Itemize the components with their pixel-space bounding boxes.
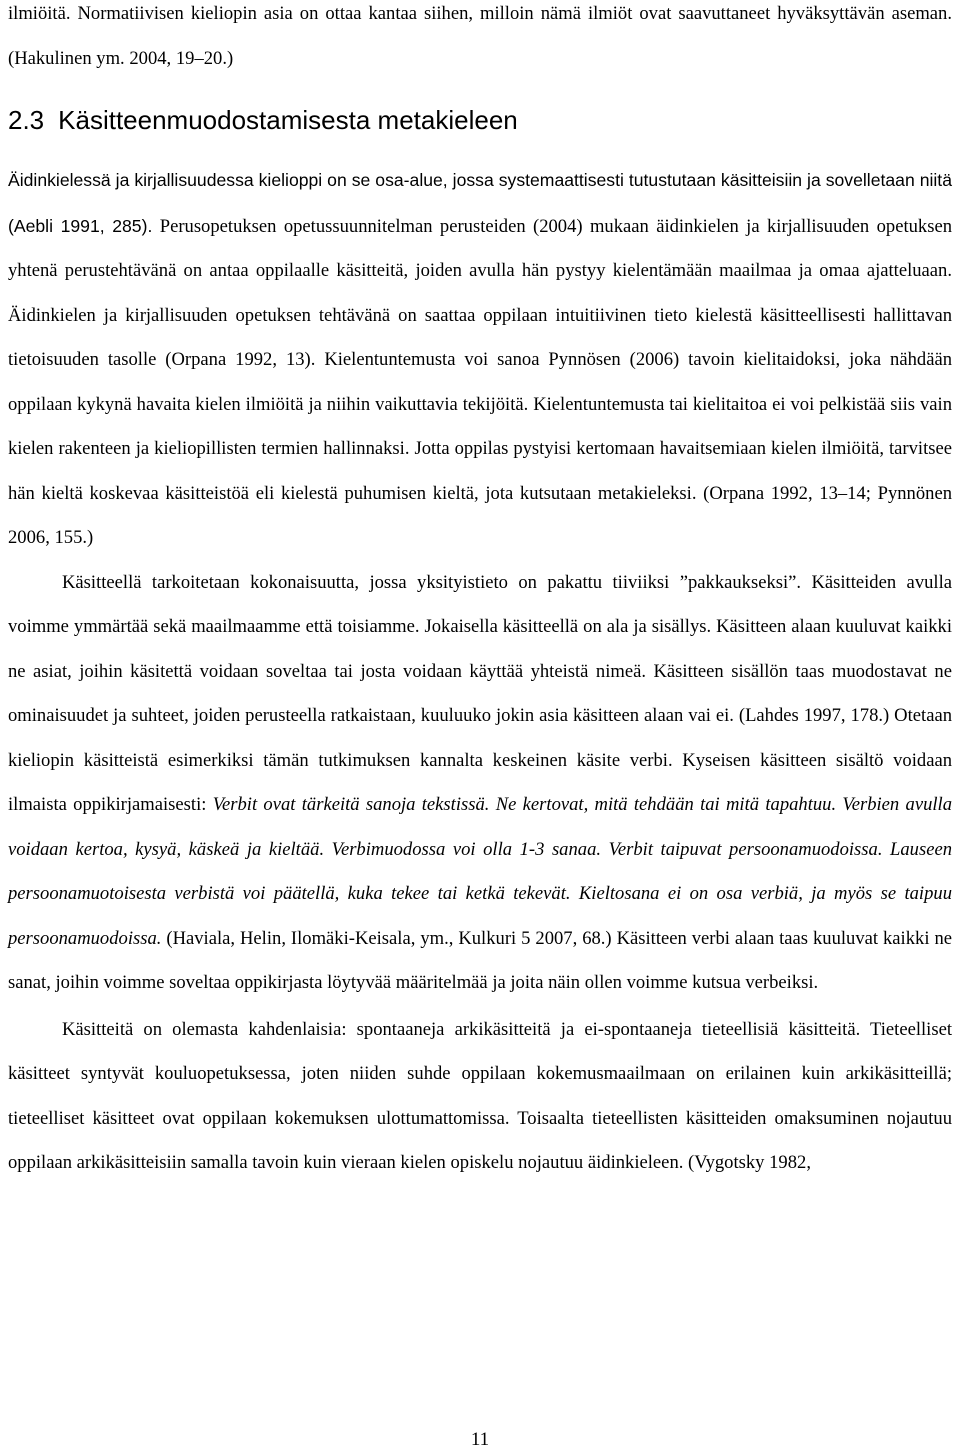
paragraph-1	[8, 158, 952, 561]
section-title: Käsitteenmuodostamisesta metakieleen	[58, 105, 518, 135]
paragraph-3-text: Käsitteitä on olemasta kahdenlaisia: spontaaneja arkikäsitteitä ja ei-spontaaneja tieteellisiä käsitteitä. Tieteelliset käsitteet syntyvät kouluopetuksessa, joten niiden suhde oppilaan kokemusmaailmaan on erilainen kuin arkikäsitteillä; tieteelliset käsitteet ovat oppilaan kokemuksen ulottumattomissa. Toisaalta tieteellisten käsitteiden omaksuminen nojautuu oppilaan arkikäsitteisiin samalla tavoin kuin vieraan kielen opiskelu nojautuu äidinkieleen. (Vygotsky 1982,	[8, 1018, 952, 1173]
paragraph-2-italic-example: Verbit ovat tärkeitä sanoja tekstissä. Ne kertovat, mitä tehdään tai mitä tapahtuu. Verbien avulla voidaan kertoa, kysyä, käskeä ja kieltää. Verbimuodossa voi olla 1-3 sanaa. Verbit taipuvat persoonamuodoissa. Lauseen persoonamuotoisesta verbistä voi päätellä, kuka tekee tai ketkä tekevät. Kieltosana ei on osa verbiä, ja myös se taipuu persoonamuodoissa.	[8, 794, 952, 949]
paragraph-2-text-2: (Haviala, Helin, Ilomäki-Keisala, ym., Kulkuri 5 2007, 68.) Käsitteen verbi alaan taas kuuluvat kaikki ne sanat, joihin voimme soveltaa oppikirjasta löytyvää määritelmää ja joita näin ollen voimme kutsua verbeiksi.	[8, 927, 952, 993]
top-paragraph	[8, 0, 952, 81]
paragraph-3	[8, 1008, 952, 1186]
paragraph-2-text-1: Käsitteellä tarkoitetaan kokonaisuutta, jossa yksityistieto on pakattu tiiviiksi ”pakkaukseksi”. Käsitteiden avulla voimme ymmärtää sekä maailmaamme että toisiamme. Jokaisella käsitteellä on ala ja sisällys. Käsitteen alaan kuuluvat kaikki ne asiat, joihin käsitettä voidaan soveltaa tai josta voidaan käyttää yhteistä nimeä. Käsitteen sisällön taas muodostavat ne ominaisuudet ja suhteet, joiden perusteella ratkaistaan, kuuluuko jokin asia käsitteen alaan vai ei. (Lahdes 1997, 178.) Otetaan kieliopin käsitteistä esimerkiksi tämän tutkimuksen kannalta keskeinen käsite verbi. Kyseisen käsitteen sisältö voidaan ilmaista oppikirjamaisesti:	[8, 571, 952, 815]
document-page	[8, 0, 952, 1186]
section-number: 2.3	[8, 105, 45, 135]
paragraph-1-sans-text: Äidinkielessä ja kirjallisuudessa kielioppi on se osa-alue, jossa systemaattisesti tutustutaan käsitteisiin ja sovelletaan niitä (Aebli 1991, 285).	[8, 170, 952, 236]
top-paragraph-text-2: 20.)	[203, 47, 234, 69]
page-number: 11	[470, 1429, 490, 1450]
en-dash: –	[837, 482, 848, 504]
paragraph-1-text-1: Perusopetuksen opetussuunnitelman perusteiden (2004) mukaan äidinkielen ja kirjallisuuden opetuksen yhtenä perustehtävänä on antaa oppilaalle käsitteitä, joiden avulla hän pystyy kielentämään maailmaa ja omaa ajatteluaan. Äidinkielen ja kirjallisuuden opetuksen tehtävänä on saattaa oppilaan intuitiivinen tieto kielestä käsitteellisesti hallittavan tietoisuuden tasolle (Orpana 1992, 13). Kielentuntemusta voi sanoa Pynnösen (2006) tavoin kielitaidoksi, joka nähdään oppilaan kykynä havaita kielen ilmiöitä ja niihin vaikuttavia tekijöitä. Kielentuntemusta tai kielitaitoa ei voi pelkistää siis vain kielen rakenteen ja kieliopillisten termien hallinnaksi. Jotta oppilas pystyisi kertomaan havaitsemiaan kielen ilmiöitä, tarvitsee hän kieltä koskevaa käsitteistöä eli kielestä puhumisen kieltä, jota kutsutaan metakieleksi. (Orpana 1992, 13	[8, 215, 952, 504]
top-paragraph-text-1: ilmiöitä. Normatiivisen kieliopin asia on ottaa kantaa siihen, milloin nämä ilmiöt ovat saavuttaneet hyväksyttävän aseman. (Hakulinen ym. 2004, 19	[8, 3, 952, 69]
paragraph-2	[8, 561, 952, 1006]
section-heading	[8, 104, 952, 136]
en-dash: –	[194, 47, 204, 69]
paragraph-1-text-2: 14; Pynnönen 2006, 155.)	[8, 482, 952, 548]
